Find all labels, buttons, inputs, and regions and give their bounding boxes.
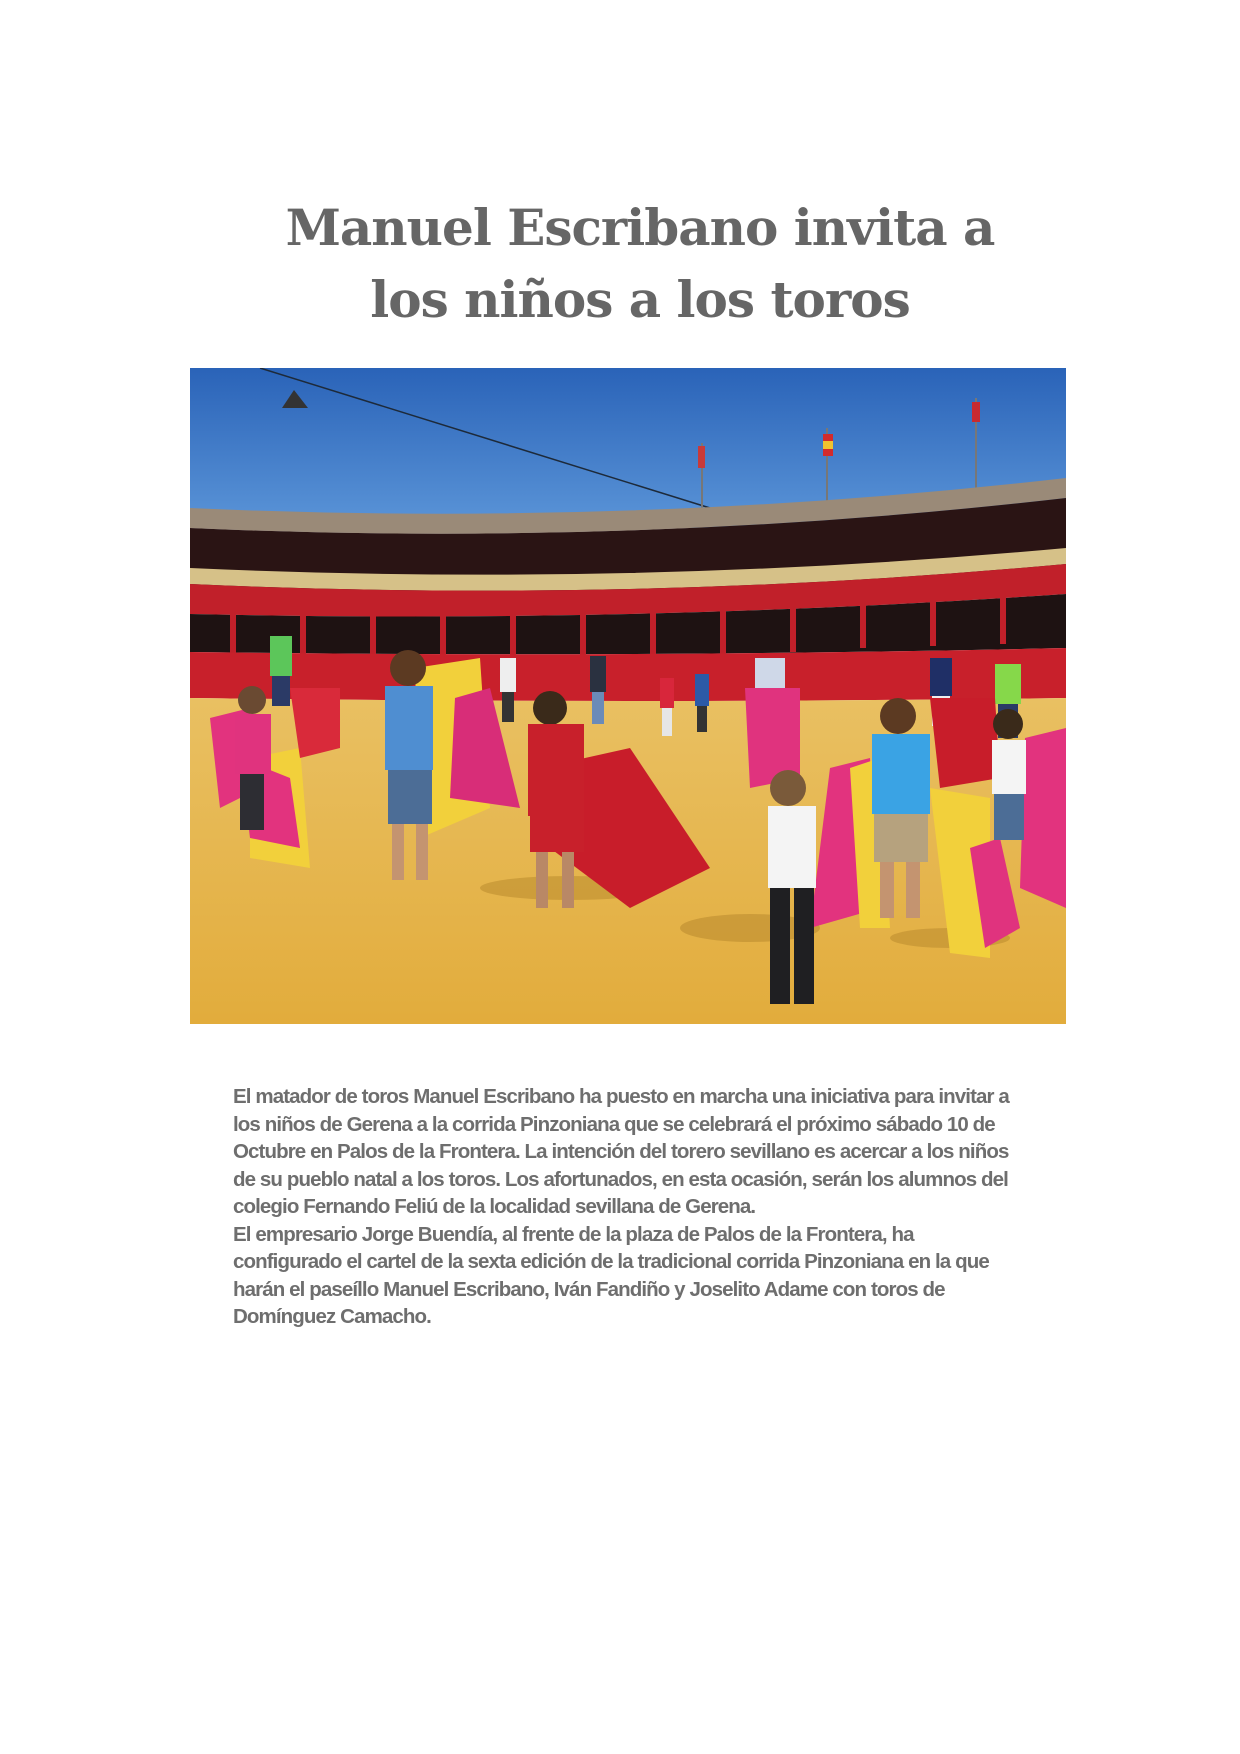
article-title-line-1: Manuel Escribano invita a — [285, 197, 995, 257]
article-body — [233, 1083, 1013, 1331]
article-paragraph-1: El matador de toros Manuel Escribano ha puesto en marcha una iniciativa para invitar a los niños de Gerena a la corrida Pinzoniana que se celebrará el próximo sábado 10 de Octubre en Palos de la Frontera. La intención del torero sevillano es acercar a los niños de su pueblo natal a los toros. Los afortunados, en esta ocasión, serán los alumnos del colegio Fernando Feliú de la localidad sevillana de Gerena. — [233, 1085, 1009, 1218]
bullring-photo — [190, 368, 1066, 1024]
article-paragraph-2: El empresario Jorge Buendía, al frente de la plaza de Palos de la Frontera, ha configurado el cartel de la sexta edición de la tradicional corrida Pinzoniana en la que harán el paseíllo Manuel Escribano, Iván Fandiño y Joselito Adame con toros de Domínguez Camacho. — [233, 1222, 989, 1328]
article-title-line-2: los niños a los toros — [370, 269, 910, 329]
article-title — [190, 192, 1090, 336]
